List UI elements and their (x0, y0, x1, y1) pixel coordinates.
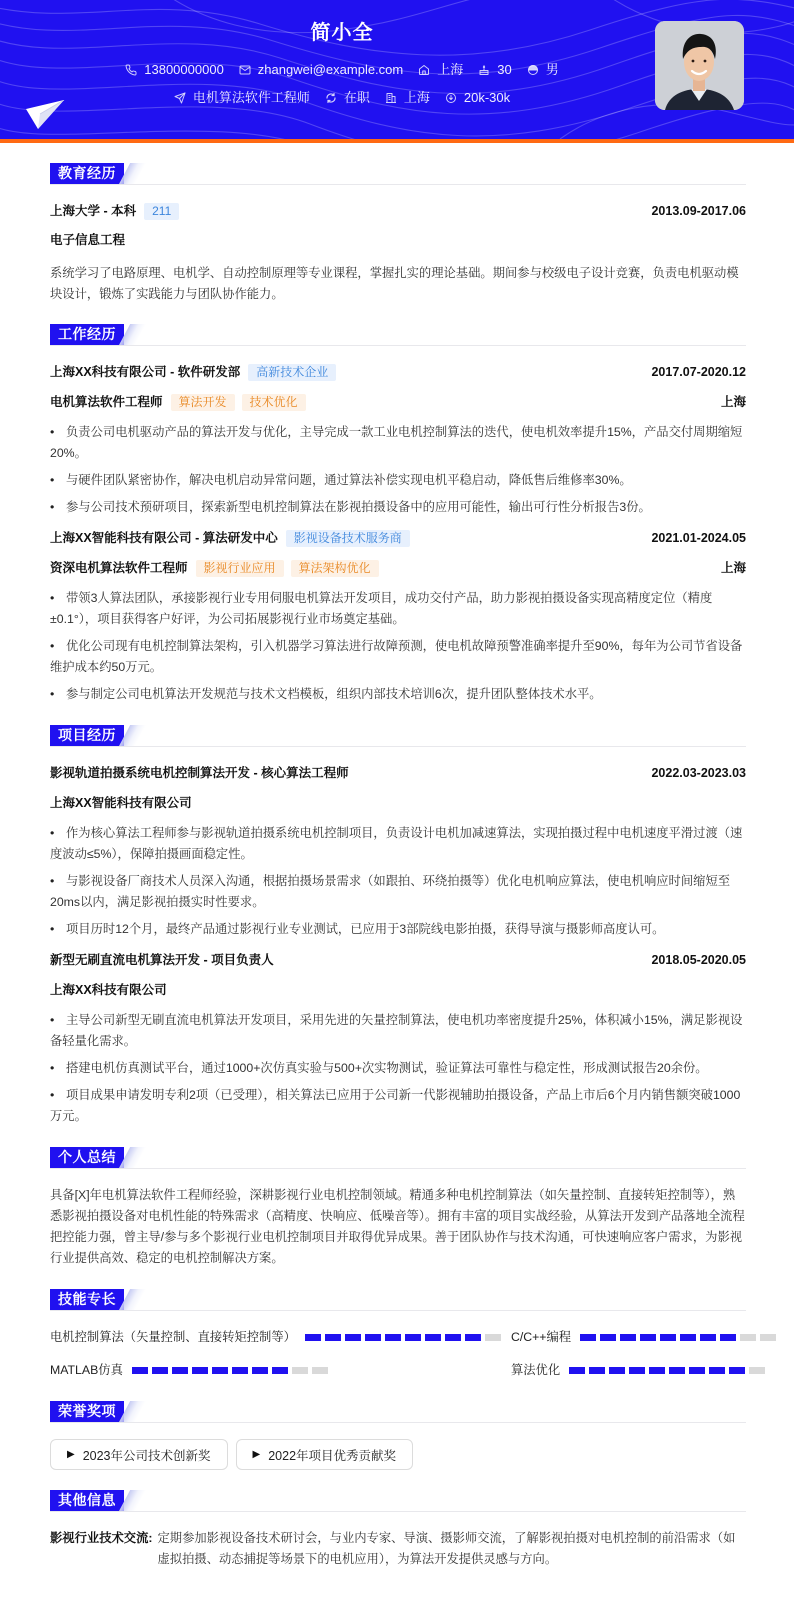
skill-level-segment (760, 1334, 776, 1341)
skill-item (50, 1360, 501, 1381)
skill-level-segment (405, 1334, 421, 1341)
skill-level-segment (325, 1334, 341, 1341)
work-item (50, 362, 746, 518)
project-bullets (50, 823, 746, 940)
project-period: 2022.03-2023.03 (651, 766, 746, 780)
salary-text: 20k-30k (463, 90, 511, 105)
other-info-text: 定期参加影视设备技术研讨会，与业内专家、导演、摄影师交流，了解影视拍摄对电机控制的前沿需求（如虚拟拍摄、动态捕捉等场景下的电机应用），为算法开发提供灵感与方向。 (157, 1531, 736, 1566)
education-head-row (50, 201, 746, 222)
skill-level-segment (609, 1367, 625, 1374)
section-header (50, 163, 746, 185)
award-item[interactable] (236, 1439, 414, 1470)
bullet-item (50, 636, 746, 678)
portrait-image (655, 21, 744, 110)
skill-tag: 影视行业应用 (196, 560, 284, 577)
education-period: 2013.09-2017.06 (651, 204, 746, 218)
phone-icon (125, 64, 137, 76)
skill-level-segment (740, 1334, 756, 1341)
work-period: 2017.07-2020.12 (651, 365, 746, 379)
school-tag: 211 (144, 203, 179, 220)
bullet-text: 与影视设备厂商技术人员深入沟通，根据拍摄场景需求（如跟拍、环绕拍摄等）优化电机响应算法，使电机响应时间缩短至20ms以内，满足影视拍摄实时性要求。 (50, 874, 731, 909)
skill-level-segment (580, 1334, 596, 1341)
skill-level-segment (132, 1367, 148, 1374)
project-head-row (50, 763, 746, 784)
status-icon (325, 92, 337, 104)
other-info-label: 影视行业技术交流: (50, 1531, 153, 1545)
skills-section (50, 1289, 746, 1381)
school-name: 上海大学 - 本科 (50, 204, 137, 218)
project-company: 上海XX科技有限公司 (50, 983, 167, 997)
project-name: 新型无刷直流电机算法开发 - 项目负责人 (50, 953, 274, 967)
skill-level-segment (569, 1367, 585, 1374)
bullet-text: 项目历时12个月，最终产品通过影视行业专业测试，已应用于3部院线电影拍摄，获得导演与摄影师高度认可。 (66, 922, 665, 936)
skill-level-segment (445, 1334, 461, 1341)
other-info-section (50, 1490, 746, 1570)
bullet-dot-icon: • (50, 1088, 55, 1102)
bullet-item (50, 588, 746, 630)
work-section (50, 324, 746, 705)
section-header (50, 1490, 746, 1512)
company-row (50, 362, 746, 383)
education-item (50, 201, 746, 304)
job-intent-row (50, 89, 634, 107)
skill-level-segment (485, 1334, 501, 1341)
skill-level-segment (252, 1367, 268, 1374)
project-period: 2018.05-2020.05 (651, 953, 746, 967)
bullet-dot-icon: • (50, 1061, 55, 1075)
bullet-text: 参与公司技术预研项目，探索新型电机控制算法在影视拍摄设备中的应用可能性，输出可行性分析报告3份。 (66, 500, 651, 514)
skill-level-segment (629, 1367, 645, 1374)
mail-icon (239, 64, 251, 76)
major: 电子信息工程 (50, 233, 126, 247)
skills-grid (50, 1327, 746, 1381)
company-name: 上海XX智能科技有限公司 - 算法研发中心 (50, 531, 278, 545)
skill-item (50, 1327, 501, 1348)
age-text: 30 (497, 62, 512, 77)
work-period: 2021.01-2024.05 (651, 531, 746, 545)
skill-tag: 算法开发 (171, 394, 235, 411)
project-item (50, 950, 746, 1127)
bullet-text: 负责公司电机驱动产品的算法开发与优化，主导完成一款工业电机控制算法的迭代，使电机效率提升15%，产品交付周期缩短20%。 (50, 425, 743, 460)
bullet-text: 与硬件团队紧密协作，解决电机启动异常问题，通过算法补偿实现电机平稳启动，降低售后维修率30%。 (66, 473, 632, 487)
avatar-photo (655, 21, 744, 110)
position-title: 电机算法软件工程师 (50, 395, 163, 409)
skill-level-segment (749, 1367, 765, 1374)
skill-level-segment (720, 1334, 736, 1341)
skill-level-bar (305, 1334, 501, 1341)
position-row (50, 558, 746, 579)
award-item[interactable] (50, 1439, 228, 1470)
city-text: 上海 (403, 90, 430, 105)
skill-level-segment (729, 1367, 745, 1374)
intent-city (385, 89, 430, 107)
summary-text: 具备[X]年电机算法软件工程师经验，深耕影视行业电机控制领域。精通多种电机控制算法（如矢量控制、直接转矩控制等），熟悉影视拍摄设备对电机性能的特殊需求（高精度、快响应、低噪音等）。拥有丰富的项目实战经验，从算法开发到产品落地全流程把控能力强，曾主导/参与多个影视行业电机控制项目并取得优异成果。善于团队协作与技术沟通，可快速响应客户需求，为影视行业提供高效、稳定的电机控制解决方案。 (50, 1188, 745, 1265)
bullet-dot-icon: • (50, 591, 55, 605)
section-header (50, 324, 746, 346)
city-icon (385, 92, 397, 104)
contact-gender (527, 61, 559, 79)
company-row (50, 528, 746, 549)
position-title: 资深电机算法软件工程师 (50, 561, 188, 575)
skill-level-segment (385, 1334, 401, 1341)
section-header (50, 1289, 746, 1311)
gender-text: 男 (545, 62, 559, 77)
bullet-text: 带领3人算法团队，承接影视行业专用伺服电机算法开发项目，成功交付产品，助力影视拍摄设备实现高精度定位（精度±0.1°），项目获得客户好评，为公司拓展影视行业市场奠定基础。 (50, 591, 713, 626)
work-bullets (50, 422, 746, 518)
bullet-text: 搭建电机仿真测试平台，通过1000+次仿真实验与500+次实物测试，验证算法可靠性与稳定性，形成测试报告20余份。 (66, 1061, 708, 1075)
resume-content (0, 143, 794, 1570)
skill-item (511, 1327, 776, 1348)
bullet-item (50, 497, 746, 518)
section-title: 其他信息 (50, 1490, 124, 1511)
position-text: 电机算法软件工程师 (192, 90, 310, 105)
bullet-item (50, 823, 746, 865)
skill-item (511, 1360, 776, 1381)
skill-level-segment (660, 1334, 676, 1341)
project-company-row (50, 980, 746, 1001)
skill-name: 电机控制算法（矢量控制、直接转矩控制等） (50, 1330, 296, 1344)
project-bullets (50, 1010, 746, 1127)
bullet-text: 参与制定公司电机算法开发规范与技术文档模板，组织内部技术培训6次，提升团队整体技术水平。 (66, 687, 602, 701)
bullet-dot-icon: • (50, 425, 55, 439)
intent-position (174, 89, 310, 107)
skill-level-segment (600, 1334, 616, 1341)
position-row (50, 392, 746, 413)
skill-name: 算法优化 (510, 1363, 561, 1377)
skill-level-segment (465, 1334, 481, 1341)
other-info-item (50, 1528, 746, 1570)
section-title: 项目经历 (50, 725, 124, 746)
project-head-row (50, 950, 746, 971)
bullet-item (50, 684, 746, 705)
skill-level-segment (232, 1367, 248, 1374)
intent-salary (445, 89, 510, 107)
gender-icon (527, 64, 539, 76)
bullet-text: 优化公司现有电机控制算法架构，引入机器学习算法进行故障预测，使电机故障预警准确率提升至90%，每年为公司节省设备维护成本约50万元。 (50, 639, 743, 674)
work-bullets (50, 588, 746, 705)
skill-level-segment (152, 1367, 168, 1374)
bullet-dot-icon: • (50, 826, 55, 840)
skill-level-segment (669, 1367, 685, 1374)
skill-level-bar (569, 1367, 765, 1374)
bullet-dot-icon: • (50, 687, 55, 701)
bullet-dot-icon: • (50, 500, 55, 514)
skill-level-bar (132, 1367, 328, 1374)
skill-level-bar (580, 1334, 776, 1341)
home-text: 上海 (437, 62, 464, 77)
company-tag: 影视设备技术服务商 (286, 530, 410, 547)
education-section (50, 163, 746, 304)
salary-icon (445, 92, 457, 104)
bullet-text: 作为核心算法工程师参与影视轨道拍摄系统电机控制项目，负责设计电机加减速算法，实现拍摄过程中电机速度平滑过渡（速度波动≤5%），保障拍摄画面稳定性。 (50, 826, 743, 861)
skill-level-segment (589, 1367, 605, 1374)
bullet-dot-icon: • (50, 1013, 55, 1027)
section-title: 工作经历 (50, 324, 124, 345)
skill-level-segment (212, 1367, 228, 1374)
skill-level-segment (680, 1334, 696, 1341)
summary-section (50, 1147, 746, 1269)
contact-info-row (50, 61, 634, 79)
skill-name: MATLAB仿真 (50, 1363, 123, 1377)
triangle-right-icon: ▶ (67, 1449, 75, 1460)
award-text: 2023年公司技术创新奖 (82, 1448, 211, 1463)
email-text: zhangwei@example.com (257, 62, 404, 77)
work-location: 上海 (720, 395, 746, 409)
skill-level-segment (292, 1367, 308, 1374)
skill-level-segment (425, 1334, 441, 1341)
contact-phone (125, 61, 224, 79)
bullet-dot-icon: • (50, 874, 55, 888)
projects-section (50, 725, 746, 1127)
bullet-dot-icon: • (50, 922, 55, 936)
awards-section (50, 1401, 746, 1470)
section-title: 个人总结 (50, 1147, 124, 1168)
project-company: 上海XX智能科技有限公司 (50, 796, 192, 810)
age-icon (478, 64, 490, 76)
phone-text: 13800000000 (144, 62, 224, 77)
bullet-dot-icon: • (50, 639, 55, 653)
intent-status (325, 89, 370, 107)
awards-list (50, 1439, 746, 1470)
bullet-text: 项目成果申请发明专利2项（已受理），相关算法已应用于公司新一代影视辅助拍摄设备，产品上市后6个月内销售额突破1000万元。 (50, 1088, 741, 1123)
bullet-text: 主导公司新型无刷直流电机算法开发项目，采用先进的矢量控制算法，使电机功率密度提升25%，体积减小15%，满足影视设备轻量化需求。 (50, 1013, 743, 1048)
resume-header (0, 0, 794, 139)
skill-level-segment (709, 1367, 725, 1374)
home-icon (418, 64, 430, 76)
project-name: 影视轨道拍摄系统电机控制算法开发 - 核心算法工程师 (50, 766, 349, 780)
company-name: 上海XX科技有限公司 - 软件研发部 (50, 365, 241, 379)
contact-age (478, 61, 511, 79)
contact-home (418, 61, 463, 79)
skill-tag: 算法架构优化 (291, 560, 379, 577)
skill-level-segment (700, 1334, 716, 1341)
section-header (50, 1401, 746, 1423)
skill-level-segment (365, 1334, 381, 1341)
bullet-item (50, 871, 746, 913)
bullet-item (50, 1010, 746, 1052)
skill-level-segment (192, 1367, 208, 1374)
skill-level-segment (689, 1367, 705, 1374)
bullet-item (50, 470, 746, 491)
section-title: 荣誉奖项 (50, 1401, 124, 1422)
work-location: 上海 (720, 561, 746, 575)
skill-level-segment (312, 1367, 328, 1374)
status-text: 在职 (343, 90, 370, 105)
bullet-item (50, 422, 746, 464)
bullet-item (50, 919, 746, 940)
bullet-item (50, 1058, 746, 1079)
contact-email (239, 61, 403, 79)
skill-level-segment (649, 1367, 665, 1374)
section-header (50, 725, 746, 747)
candidate-name: 简小全 (310, 22, 374, 44)
skill-level-segment (345, 1334, 361, 1341)
section-title: 技能专长 (50, 1289, 124, 1310)
triangle-right-icon: ▶ (252, 1449, 261, 1460)
skill-level-segment (620, 1334, 636, 1341)
job-icon (174, 92, 186, 104)
work-item (50, 528, 746, 705)
project-company-row (50, 793, 746, 814)
skill-tag: 技术优化 (242, 394, 306, 411)
award-text: 2022年项目优秀贡献奖 (268, 1448, 397, 1463)
bullet-item (50, 1085, 746, 1127)
skill-level-segment (640, 1334, 656, 1341)
skill-level-segment (272, 1367, 288, 1374)
skill-name: C/C++编程 (510, 1330, 572, 1344)
section-title: 教育经历 (50, 163, 124, 184)
skill-level-segment (172, 1367, 188, 1374)
section-header (50, 1147, 746, 1169)
project-item (50, 763, 746, 940)
bullet-dot-icon: • (50, 473, 55, 487)
education-description: 系统学习了电路原理、电机学、自动控制原理等专业课程，掌握扎实的理论基础。期间参与校级电子设计竞赛，负责电机驱动模块设计，锻炼了实践能力与团队协作能力。 (50, 266, 739, 301)
company-tag: 高新技术企业 (248, 364, 336, 381)
skill-level-segment (305, 1334, 321, 1341)
